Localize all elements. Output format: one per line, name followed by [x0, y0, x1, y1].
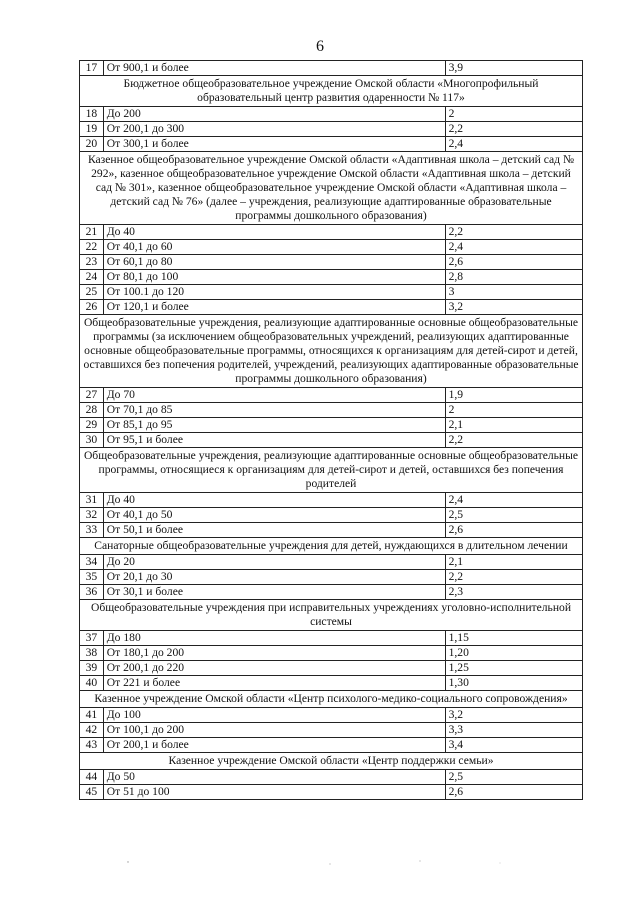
table-row: [80, 403, 583, 418]
row-number: 19: [80, 122, 104, 137]
section-header-row: [80, 76, 583, 107]
row-number: 23: [80, 255, 104, 270]
coefficient-cell: 2,6: [445, 255, 582, 270]
coefficient-cell: 3,9: [445, 61, 582, 76]
coefficient-cell: 3,2: [445, 300, 582, 315]
table-row: [80, 508, 583, 523]
range-cell: От 300,1 и более: [103, 137, 445, 152]
row-number: 45: [80, 785, 104, 800]
range-cell: До 50: [103, 770, 445, 785]
coefficient-cell: 2,2: [445, 122, 582, 137]
row-number: 33: [80, 523, 104, 538]
coefficient-cell: 3: [445, 285, 582, 300]
table-row: [80, 770, 583, 785]
coefficient-cell: 2,5: [445, 508, 582, 523]
row-number: 41: [80, 708, 104, 723]
row-number: 17: [80, 61, 104, 76]
table-row: [80, 270, 583, 285]
table-row: [80, 493, 583, 508]
row-number: 37: [80, 631, 104, 646]
coefficient-cell: 1,25: [445, 661, 582, 676]
coefficient-cell: 2: [445, 403, 582, 418]
coefficient-cell: 2,4: [445, 493, 582, 508]
coefficient-cell: 2,4: [445, 137, 582, 152]
section-header-row: [80, 691, 583, 708]
section-header: Казенное учреждение Омской области «Центр поддержки семьи»: [80, 753, 583, 770]
coefficient-cell: 1,20: [445, 646, 582, 661]
range-cell: От 60,1 до 80: [103, 255, 445, 270]
range-cell: От 80,1 до 100: [103, 270, 445, 285]
row-number: 35: [80, 570, 104, 585]
coefficient-cell: 2,3: [445, 585, 582, 600]
coefficient-cell: 2,2: [445, 433, 582, 448]
range-cell: От 30,1 и более: [103, 585, 445, 600]
coefficient-cell: 2,2: [445, 570, 582, 585]
section-header-row: [80, 600, 583, 631]
row-number: 18: [80, 107, 104, 122]
row-number: 43: [80, 738, 104, 753]
coefficient-cell: 2: [445, 107, 582, 122]
table-row: [80, 661, 583, 676]
range-cell: От 40,1 до 50: [103, 508, 445, 523]
table-row: [80, 255, 583, 270]
range-cell: До 40: [103, 493, 445, 508]
coefficient-cell: 2,6: [445, 523, 582, 538]
range-cell: От 95,1 и более: [103, 433, 445, 448]
table-row: [80, 225, 583, 240]
range-cell: От 40,1 до 60: [103, 240, 445, 255]
range-cell: От 200,1 и более: [103, 738, 445, 753]
row-number: 44: [80, 770, 104, 785]
row-number: 34: [80, 555, 104, 570]
page-number: 6: [316, 38, 324, 55]
range-cell: До 40: [103, 225, 445, 240]
row-number: 42: [80, 723, 104, 738]
row-number: 25: [80, 285, 104, 300]
coefficient-table: [79, 60, 583, 800]
table-row: [80, 61, 583, 76]
coefficient-cell: 2,4: [445, 240, 582, 255]
range-cell: До 70: [103, 388, 445, 403]
table-row: [80, 433, 583, 448]
range-cell: От 120,1 и более: [103, 300, 445, 315]
row-number: 24: [80, 270, 104, 285]
table-row: [80, 676, 583, 691]
range-cell: До 100: [103, 708, 445, 723]
coefficient-cell: 2,8: [445, 270, 582, 285]
range-cell: От 51 до 100: [103, 785, 445, 800]
section-header-row: [80, 538, 583, 555]
table-row: [80, 107, 583, 122]
table-row: [80, 418, 583, 433]
row-number: 27: [80, 388, 104, 403]
table-row: [80, 388, 583, 403]
coefficient-cell: 2,2: [445, 225, 582, 240]
row-number: 22: [80, 240, 104, 255]
table-row: [80, 285, 583, 300]
row-number: 36: [80, 585, 104, 600]
coefficient-cell: 1,15: [445, 631, 582, 646]
table-row: [80, 585, 583, 600]
table-row: [80, 240, 583, 255]
table-row: [80, 523, 583, 538]
range-cell: От 100,1 до 200: [103, 723, 445, 738]
section-header: Общеобразовательные учреждения, реализующие адаптированные основные общеобразовательные программы, относящиеся к организациям для детей-сирот и детей, оставшихся без попечения родителей: [80, 448, 583, 493]
row-number: 20: [80, 137, 104, 152]
row-number: 32: [80, 508, 104, 523]
table-row: [80, 555, 583, 570]
range-cell: От 85,1 до 95: [103, 418, 445, 433]
row-number: 39: [80, 661, 104, 676]
table-row: [80, 646, 583, 661]
coefficient-cell: 1,30: [445, 676, 582, 691]
coefficient-cell: 2,1: [445, 418, 582, 433]
table-row: [80, 738, 583, 753]
table-row: [80, 631, 583, 646]
coefficient-cell: 2,1: [445, 555, 582, 570]
section-header: Общеобразовательные учреждения при исправительных учреждениях уголовно-исполнительной системы: [80, 600, 583, 631]
row-number: 31: [80, 493, 104, 508]
table-row: [80, 708, 583, 723]
coefficient-cell: 2,6: [445, 785, 582, 800]
range-cell: От 20,1 до 30: [103, 570, 445, 585]
table-row: [80, 785, 583, 800]
row-number: 21: [80, 225, 104, 240]
range-cell: От 200,1 до 300: [103, 122, 445, 137]
section-header: Общеобразовательные учреждения, реализующие адаптированные основные общеобразовательные программы (за исключением общеобразовательных учреждений, реализующих адаптированные основные общеобразовательные программы, относящихся к организациям для детей-сирот и детей, оставшихся без попечения родителей, учреждений, реализующих адаптированные образовательные программы дошкольного образования): [80, 315, 583, 388]
row-number: 28: [80, 403, 104, 418]
section-header: Санаторные общеобразовательные учреждения для детей, нуждающихся в длительном лечении: [80, 538, 583, 555]
range-cell: От 200,1 до 220: [103, 661, 445, 676]
section-header-row: [80, 448, 583, 493]
table-row: [80, 300, 583, 315]
row-number: 30: [80, 433, 104, 448]
table-row: [80, 723, 583, 738]
table-row: [80, 137, 583, 152]
coefficient-cell: 1,9: [445, 388, 582, 403]
range-cell: От 900,1 и более: [103, 61, 445, 76]
table-row: [80, 570, 583, 585]
section-header: Казенное учреждение Омской области «Центр психолого-медико-социального сопровождения»: [80, 691, 583, 708]
section-header-row: [80, 753, 583, 770]
table-body: [80, 61, 583, 800]
row-number: 26: [80, 300, 104, 315]
range-cell: От 70,1 до 85: [103, 403, 445, 418]
range-cell: От 180,1 до 200: [103, 646, 445, 661]
range-cell: До 180: [103, 631, 445, 646]
coefficient-cell: 2,5: [445, 770, 582, 785]
section-header: Казенное общеобразовательное учреждение Омской области «Адаптивная школа – детский сад № 292», казенное общеобразовательное учреждение Омской области «Адаптивная школа – детский сад № 301», казенное общеобразовательное учреждение Омской области «Адаптивная школа – детский сад № 76» (далее – учреждения, реализующие адаптированные образовательные программы дошкольного образования): [80, 152, 583, 225]
range-cell: От 100.1 до 120: [103, 285, 445, 300]
coefficient-cell: 3,2: [445, 708, 582, 723]
range-cell: От 221 и более: [103, 676, 445, 691]
coefficient-cell: 3,3: [445, 723, 582, 738]
scan-artifacts: [120, 858, 540, 868]
section-header-row: [80, 152, 583, 225]
section-header: Бюджетное общеобразовательное учреждение Омской области «Многопрофильный образовательный центр развития одаренности № 117»: [80, 76, 583, 107]
range-cell: От 50,1 и более: [103, 523, 445, 538]
row-number: 38: [80, 646, 104, 661]
range-cell: До 20: [103, 555, 445, 570]
row-number: 29: [80, 418, 104, 433]
table-row: [80, 122, 583, 137]
row-number: 40: [80, 676, 104, 691]
coefficient-cell: 3,4: [445, 738, 582, 753]
section-header-row: [80, 315, 583, 388]
range-cell: До 200: [103, 107, 445, 122]
